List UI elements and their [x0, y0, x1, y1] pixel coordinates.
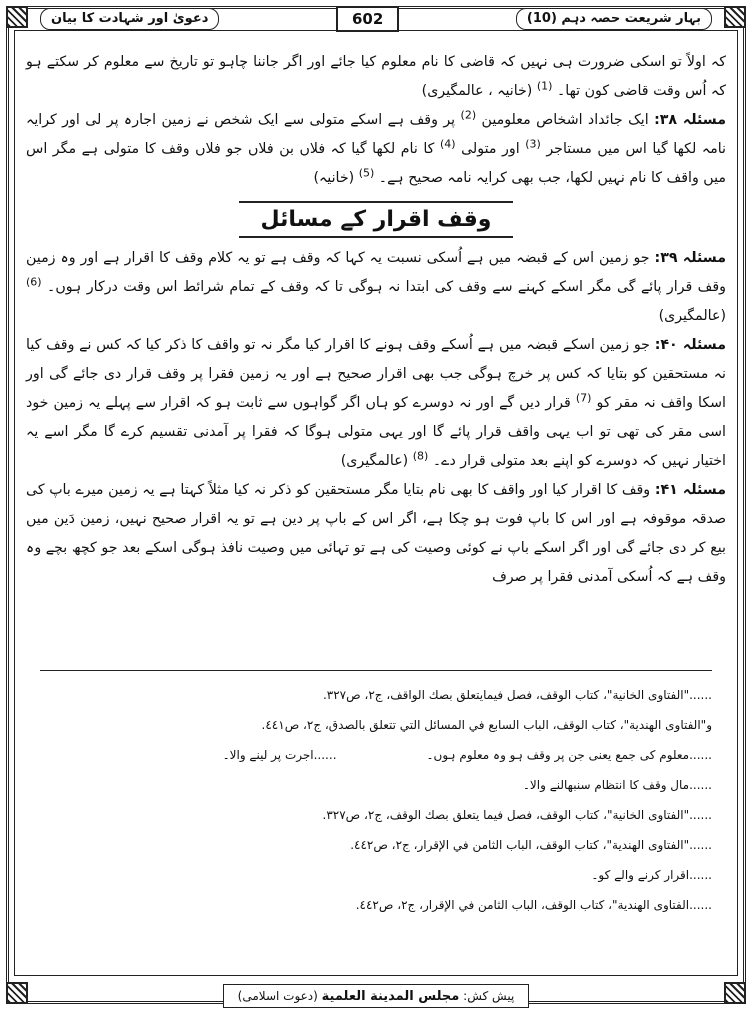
footnote-ref: (6)	[26, 275, 42, 289]
footnote: ......معلوم کی جمع یعنی جن پر وقف ہو وہ معلوم ہوں۔	[426, 748, 712, 762]
footnote-divider	[40, 670, 712, 671]
page-footer	[0, 984, 752, 1008]
corner-ornament	[6, 6, 28, 28]
source-citation: (عالمگیری)	[658, 308, 726, 324]
publisher-name: مجلس المدينة العلمية	[321, 989, 460, 1004]
footnote: ......"الفتاوى الهندية"، كتاب الوقف، الباب الثامن في الإقرار، ج٢، ص٤٤٢.	[350, 838, 712, 852]
publisher-prefix: پیش کش:	[463, 989, 515, 1003]
page-header	[40, 8, 712, 30]
masala-label: مسئلہ ۳۸:	[654, 112, 727, 128]
masala-41: مسئلہ ۴۱: وقف کا اقرار کیا اور واقف کا بھی نام بتایا مگر مستحقین کو ذکر نہ کیا مثلاً کہتا ہے یہ زمین میرے باپ کی صدقہ موقوفہ ہے اور اس کا باپ فوت ہو چکا ہے، اگر اس کے باپ پر دین ہے تو یہ اقرار صحیح نہیں، زمین دَین میں بیع کر دی جائے گی اور اگر اسکے باپ نے کوئی وصیت کی ہے تو تہائی میں وصیت نافذ ہوگی اسکے بعد جو کچھ بچے وہ وقف ہے کہ اُسکی آمدنی فقرا پر صرف	[26, 482, 727, 585]
footnote-row	[40, 740, 712, 770]
corner-ornament	[724, 6, 746, 28]
paragraph: کہ اولاً تو اسکی ضرورت ہی نہیں کہ قاضی کا نام معلوم کیا جائے اور اگر جاننا چاہو تو تاریخ سے معلوم کر سکتے ہو کہ اُس وقت قاضی کون تھا۔ $^{(1)}$ (خانیہ ، عالمگیری)	[26, 54, 726, 99]
section-heading-wrap	[26, 201, 726, 238]
footnote-ref: (5)	[358, 166, 375, 180]
footnote-ref: (4)	[439, 137, 456, 151]
footnote-ref: (1)	[536, 79, 553, 93]
footnote: ......اجرت پر لینے والا۔	[222, 748, 337, 762]
footnote-ref: (8)	[412, 449, 429, 463]
masala-label: مسئلہ ۴۱:	[654, 482, 727, 498]
main-text	[26, 48, 726, 592]
source-citation: (خانیہ ، عالمگیری)	[421, 83, 533, 99]
masala-label: مسئلہ ۴۰:	[654, 337, 726, 353]
section-heading: وقف اقرار کے مسائل	[239, 201, 514, 238]
footnote: و"الفتاوى الهندية"، كتاب الوقف، الباب السابع في المسائل التي تتعلق بالصدق، ج٢، ص٤٤١.	[261, 718, 712, 732]
masala-39: مسئلہ ۳۹: جو زمین اس کے قبضہ میں ہے اُسکی نسبت یہ کہا کہ وقف ہے تو یہ کلام وقف کا اقرار ہے اور وہ زمین وقف قرار پائے گی مگر اسکے کہنے سے وقف کی ابتدا نہ ہوگی تا کہ وقف کے تمام شرائط اس وقت درکار ہوں۔ $^{(6)}$ (عالمگیری)	[26, 250, 726, 324]
publisher-suffix: (دعوت اسلامی)	[237, 989, 318, 1003]
masala-label: مسئلہ ۳۹:	[654, 250, 726, 266]
footnote-ref: (2)	[460, 108, 477, 122]
footnote: ......الفتاوى الهندية"، كتاب الوقف، الباب الثامن في الإقرار، ج٢، ص٤٤٢.	[355, 898, 712, 912]
footnote: ......"الفتاوى الخانية"، كتاب الوقف، فصل فيما يتعلق بصك الوقف، ج٢، ص٣٢٧.	[322, 808, 712, 822]
book-title: بہار شریعت حصہ دہم (10)	[516, 8, 712, 30]
source-citation: (خانیہ)	[313, 170, 355, 186]
page-number: 602	[336, 6, 399, 32]
footnote-ref: (7)	[575, 391, 592, 405]
masala-38: مسئلہ ۳۸: ایک جائداد اشخاص معلومین $^{(2)}$ پر وقف ہے اسکے متولی سے ایک شخص نے زمین اجارہ پر لی اور کرایہ نامہ لکھا گیا اس میں مستاجر $^{(3)}$ اور متولی $^{(4)}$ کا نام لکھا گیا کہ فلاں بن فلاں جو فلاں وقف کا متولی ہے مگر اس میں واقف کا نام نہیں لکھا، جب بھی کرایہ نامہ صحیح ہے۔ $^{(5)}$ (خانیہ)	[26, 108, 727, 186]
masala-40: مسئلہ ۴۰: جو زمین اسکے قبضہ میں ہے اُسکے وقف ہونے کا اقرار کیا مگر نہ تو واقف کا ذکر کیا کہ کس نے وقف کیا نہ مستحقین کو بتایا کہ کس پر خرچ ہوگی جب بھی اقرار صحیح ہے اور یہ زمین فقرا پر وقف قرار دی جائے گی اور اسکا واقف نہ مقر کو $^{(7)}$ قرار دیں گے اور نہ دوسرے کو ہاں اگر گواہوں سے ثابت ہو کہ اقرار سے پہلے یہ زمین خود اسی مقر کی تھی تو اب یہی واقف قرار پائے گا اور یہی متولی ہوگا کہ فقرا پر آمدنی تقسیم کرے گا مگر اسے یہ اختیار نہیں کہ دوسرے کو اپنے بعد متولی قرار دے۔ $^{(8)}$ (عالمگیری)	[26, 337, 727, 469]
footnote: ......اقرار کرنے والے کو۔	[591, 868, 712, 882]
footnote-ref: (3)	[525, 137, 541, 151]
source-citation: (عالمگیری)	[340, 453, 409, 469]
footnote: ......"الفتاوى الخانية"، كتاب الوقف، فصل فيمايتعلق بصك الواقف، ج٢، ص٣٢٧.	[322, 688, 712, 702]
chapter-title: دعویٰ اور شہادت کا بیان	[40, 8, 219, 30]
footnotes	[40, 680, 712, 920]
publisher-box	[223, 984, 530, 1008]
footnote: ......مال وقف کا انتظام سنبھالنے والا۔	[522, 778, 712, 792]
